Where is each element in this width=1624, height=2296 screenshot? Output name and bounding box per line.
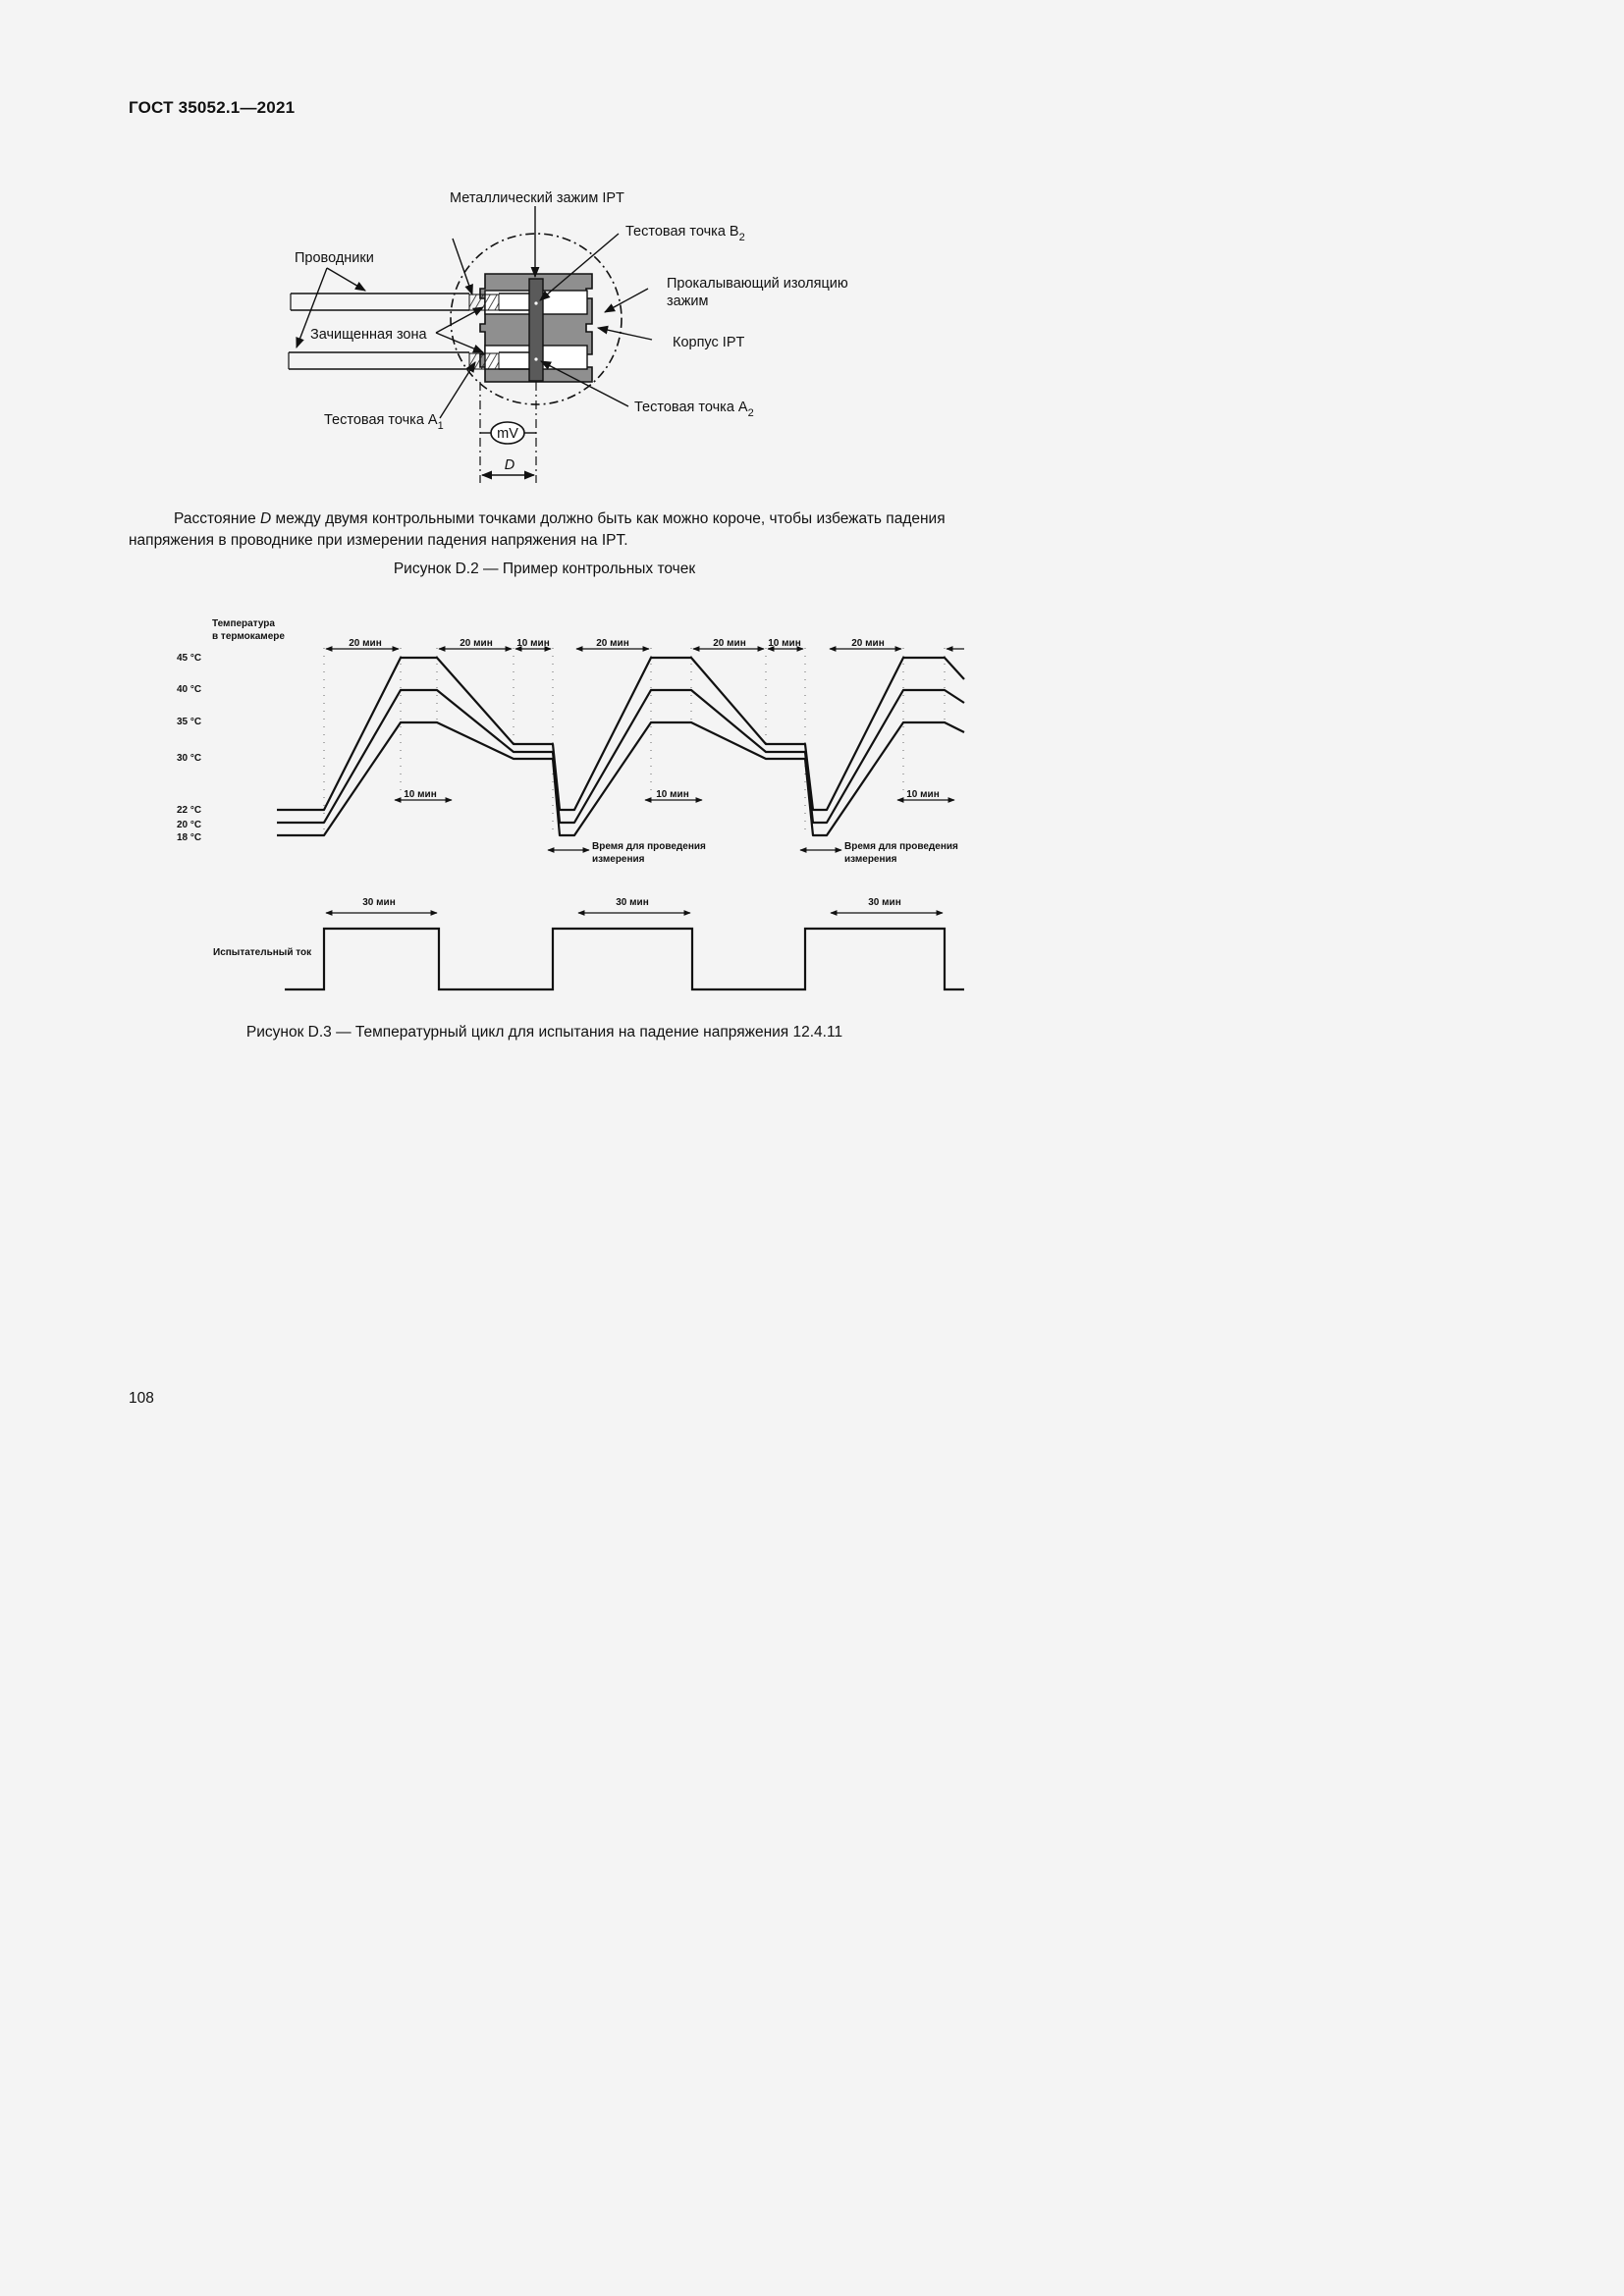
label-stripped-zone: Зачищенная зона xyxy=(310,327,427,343)
y-tick-40: 40 °C xyxy=(177,684,202,695)
y-axis-title-2: в термокамере xyxy=(212,631,285,642)
label-housing: Корпус IPT xyxy=(673,335,745,350)
figure-d2-caption: Рисунок D.2 — Пример контрольных точек xyxy=(393,561,696,577)
standard-header: ГОСТ 35052.1—2021 xyxy=(129,98,296,117)
figure-d3-temperature-cycle xyxy=(0,0,1089,1011)
label-piercing-clamp-1: Прокалывающий изоляцию xyxy=(667,276,848,292)
note-text-start: Расстояние xyxy=(174,510,261,527)
document-page xyxy=(0,0,1089,1539)
label-metal-clamp: Металлический зажим IPT xyxy=(450,190,624,206)
interval-label-7: 20 мин xyxy=(851,638,885,649)
hold-label-2: 10 мин xyxy=(656,789,689,800)
interval-label-3: 10 мин xyxy=(516,638,550,649)
label-test-point-a2-text: Тестовая точка A xyxy=(634,400,748,415)
temperature-curve-middle xyxy=(277,690,964,823)
interval-label-5: 20 мин xyxy=(713,638,746,649)
measurement-label-2a: Время для проведения xyxy=(844,841,958,852)
current-interval-3: 30 мин xyxy=(868,897,901,908)
label-test-point-a2-sub: 2 xyxy=(747,407,754,419)
interval-label-2: 20 мин xyxy=(460,638,493,649)
label-test-point-a1-sub: 1 xyxy=(437,420,444,432)
label-test-point-a1-text: Тестовая точка A xyxy=(324,412,438,428)
hold-label-1: 10 мин xyxy=(404,789,437,800)
note-text-italic: D xyxy=(260,510,272,527)
label-test-point-b2-text: Тестовая точка B xyxy=(625,224,739,240)
note-text-end: между двумя контрольными точками должно быть как можно короче, чтобы избежать падения напряжения в проводнике при измерении падения напряжения на IPT. xyxy=(129,510,946,549)
interval-label-1: 20 мин xyxy=(349,638,382,649)
y-axis-title-1: Температура xyxy=(212,618,275,629)
figure-d3-caption: Рисунок D.3 — Температурный цикл для испытания на падение напряжения 12.4.11 xyxy=(245,1024,843,1041)
current-interval-1: 30 мин xyxy=(362,897,396,908)
meter-label: mV xyxy=(497,426,518,442)
y-tick-35: 35 °C xyxy=(177,717,202,727)
label-test-point-b2-sub: 2 xyxy=(738,232,745,243)
y-tick-18: 18 °C xyxy=(177,832,202,843)
label-piercing-clamp-2: зажим xyxy=(667,294,709,309)
measurement-label-1b: измерения xyxy=(592,854,645,865)
y-tick-45: 45 °C xyxy=(177,653,202,664)
label-conductors: Проводники xyxy=(295,250,374,266)
interval-label-6: 10 мин xyxy=(768,638,801,649)
measurement-label-2b: измерения xyxy=(844,854,897,865)
y-tick-20: 20 °C xyxy=(177,820,202,830)
temperature-curve-upper xyxy=(277,658,964,810)
test-current-waveform xyxy=(285,929,964,989)
page-number: 108 xyxy=(129,1390,154,1407)
y-tick-30: 30 °C xyxy=(177,753,202,764)
interval-label-4: 20 мин xyxy=(596,638,629,649)
test-current-label: Испытательный ток xyxy=(213,947,312,958)
distance-label: D xyxy=(504,457,515,473)
hold-label-3: 10 мин xyxy=(906,789,940,800)
y-tick-22: 22 °C xyxy=(177,805,202,816)
measurement-label-1a: Время для проведения xyxy=(592,841,706,852)
current-interval-2: 30 мин xyxy=(616,897,649,908)
